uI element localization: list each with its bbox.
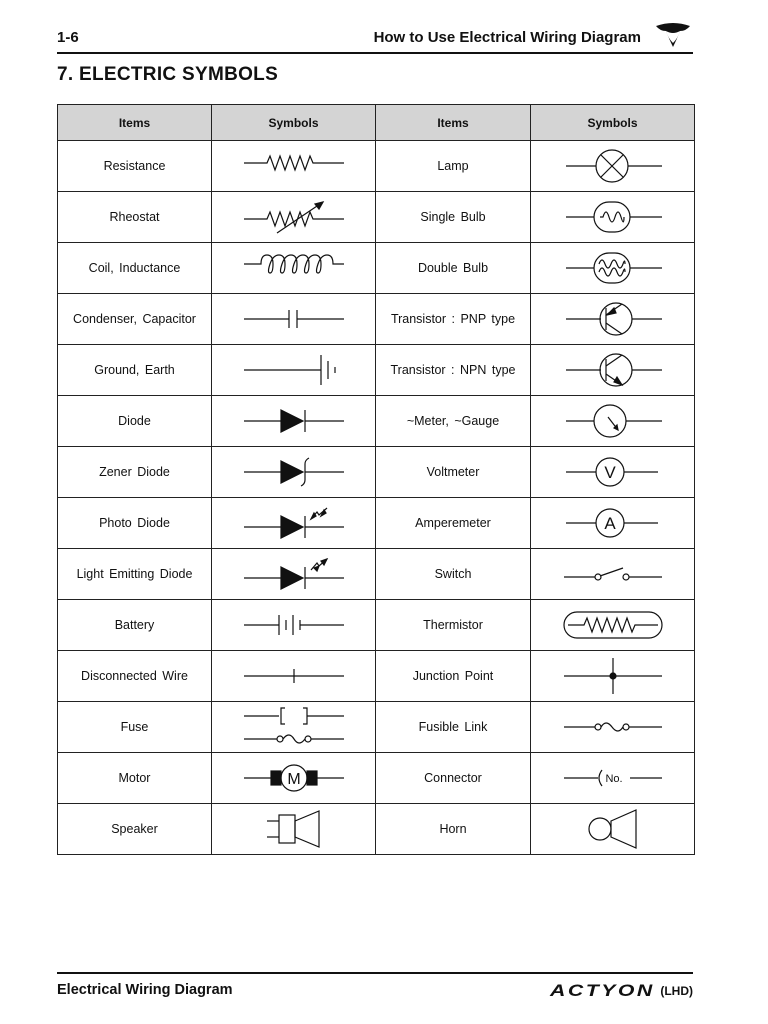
footer-brand xyxy=(549,981,693,1001)
symbol-cell xyxy=(212,498,376,549)
symbol-cell xyxy=(531,447,695,498)
single-bulb-icon xyxy=(558,199,668,235)
diode-icon xyxy=(239,406,349,436)
symbol-cell xyxy=(531,753,695,804)
item-label: Battery xyxy=(58,600,212,651)
item-label: Transistor : PNP type xyxy=(376,294,531,345)
brand-wordmark: ACTYON xyxy=(549,981,655,1000)
symbol-cell xyxy=(212,651,376,702)
symbol-cell xyxy=(531,498,695,549)
table-row xyxy=(58,600,695,651)
amperemeter-letter: A xyxy=(603,514,616,533)
symbol-cell xyxy=(531,141,695,192)
brand-logo-icon xyxy=(653,22,693,50)
table-row xyxy=(58,345,695,396)
item-label: Photo Diode xyxy=(58,498,212,549)
lamp-icon xyxy=(558,148,668,184)
item-label: Condenser, Capacitor xyxy=(58,294,212,345)
symbol-cell xyxy=(531,396,695,447)
item-label: Resistance xyxy=(58,141,212,192)
item-label: Coil, Inductance xyxy=(58,243,212,294)
table-row xyxy=(58,549,695,600)
item-label: Motor xyxy=(58,753,212,804)
motor-letter: M xyxy=(286,771,301,788)
fuse-icon xyxy=(239,706,349,748)
item-label: Diode xyxy=(58,396,212,447)
item-label: Transistor : NPN type xyxy=(376,345,531,396)
junction-point-icon xyxy=(558,656,668,696)
item-label: Double Bulb xyxy=(376,243,531,294)
coil-icon xyxy=(239,251,349,285)
symbol-cell xyxy=(531,702,695,753)
disconnected-wire-icon xyxy=(239,665,349,687)
page-header xyxy=(57,26,693,52)
electric-symbols-table xyxy=(57,104,695,855)
table-row xyxy=(58,498,695,549)
item-label: Switch xyxy=(376,549,531,600)
item-label: Junction Point xyxy=(376,651,531,702)
symbol-cell xyxy=(212,804,376,855)
speaker-icon xyxy=(239,809,349,849)
gauge-icon xyxy=(558,401,668,441)
table-row xyxy=(58,753,695,804)
footer-rule xyxy=(57,972,693,974)
item-label: Amperemeter xyxy=(376,498,531,549)
column-header-symbols: Symbols xyxy=(212,105,376,141)
symbol-cell xyxy=(531,243,695,294)
symbol-cell xyxy=(531,294,695,345)
item-label: Ground, Earth xyxy=(58,345,212,396)
symbol-cell xyxy=(212,192,376,243)
symbol-cell xyxy=(212,294,376,345)
symbol-cell xyxy=(212,600,376,651)
table-row xyxy=(58,447,695,498)
symbol-cell xyxy=(212,702,376,753)
column-header-items: Items xyxy=(376,105,531,141)
connector-icon xyxy=(558,764,668,792)
capacitor-icon xyxy=(239,306,349,332)
page-number: 1-6 xyxy=(57,29,79,46)
ground-icon xyxy=(239,352,349,388)
section-title: 7. ELECTRIC SYMBOLS xyxy=(57,64,279,85)
table-row xyxy=(58,651,695,702)
amperemeter-icon xyxy=(558,505,668,541)
npn-transistor-icon xyxy=(558,350,668,390)
symbol-cell xyxy=(531,804,695,855)
resistor-icon xyxy=(239,151,349,181)
fusible-link-icon xyxy=(558,715,668,739)
switch-icon xyxy=(558,561,668,587)
table-row xyxy=(58,192,695,243)
photo-diode-icon xyxy=(239,505,349,541)
rheostat-icon xyxy=(239,197,349,237)
voltmeter-icon xyxy=(558,454,668,490)
table-row xyxy=(58,804,695,855)
symbol-cell xyxy=(531,600,695,651)
symbol-cell xyxy=(531,192,695,243)
header-rule xyxy=(57,52,693,54)
table-row xyxy=(58,396,695,447)
item-label: Light Emitting Diode xyxy=(58,549,212,600)
item-label: Single Bulb xyxy=(376,192,531,243)
footer-title: Electrical Wiring Diagram xyxy=(57,982,233,998)
pnp-transistor-icon xyxy=(558,299,668,339)
symbol-cell xyxy=(212,243,376,294)
voltmeter-letter: V xyxy=(603,463,616,482)
motor-icon xyxy=(239,763,349,793)
item-label: Connector xyxy=(376,753,531,804)
brand-suffix: (LHD) xyxy=(660,984,693,998)
item-label: Rheostat xyxy=(58,192,212,243)
symbol-cell xyxy=(212,549,376,600)
item-label: Thermistor xyxy=(376,600,531,651)
symbol-cell xyxy=(212,447,376,498)
header-title: How to Use Electrical Wiring Diagram xyxy=(373,29,641,46)
item-label: Disconnected Wire xyxy=(58,651,212,702)
table-header-row xyxy=(58,105,695,141)
item-label: Voltmeter xyxy=(376,447,531,498)
battery-icon xyxy=(239,612,349,638)
symbol-cell xyxy=(212,345,376,396)
item-label: Speaker xyxy=(58,804,212,855)
led-icon xyxy=(239,556,349,592)
symbol-cell xyxy=(212,141,376,192)
zener-diode-icon xyxy=(239,454,349,490)
symbol-cell xyxy=(212,396,376,447)
table-row xyxy=(58,243,695,294)
column-header-items: Items xyxy=(58,105,212,141)
item-label: ~Meter, ~Gauge xyxy=(376,396,531,447)
double-bulb-icon xyxy=(558,250,668,286)
table-row xyxy=(58,294,695,345)
connector-label: No. xyxy=(604,773,623,785)
thermistor-icon xyxy=(558,609,668,641)
symbol-cell xyxy=(531,345,695,396)
horn-icon xyxy=(558,807,668,851)
table-row xyxy=(58,141,695,192)
symbol-cell xyxy=(212,753,376,804)
item-label: Lamp xyxy=(376,141,531,192)
item-label: Fuse xyxy=(58,702,212,753)
symbol-cell xyxy=(531,549,695,600)
item-label: Horn xyxy=(376,804,531,855)
item-label: Fusible Link xyxy=(376,702,531,753)
table-row xyxy=(58,702,695,753)
column-header-symbols: Symbols xyxy=(531,105,695,141)
symbol-cell xyxy=(531,651,695,702)
item-label: Zener Diode xyxy=(58,447,212,498)
